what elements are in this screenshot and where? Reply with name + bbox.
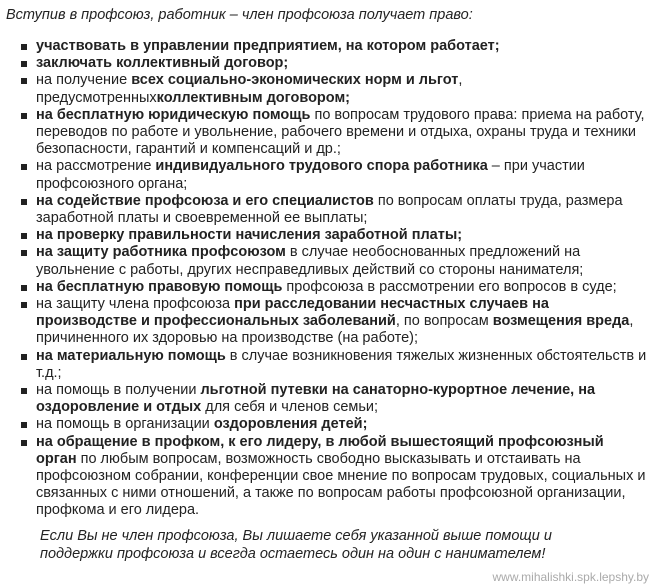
item-bold-text: оздоровления детей; bbox=[213, 416, 368, 433]
item-bold-text: участвовать в управлении предприятием, на котором работает; bbox=[36, 38, 500, 54]
item-bold-text: льготной путевки на санаторно-курортное лечение, на оздоровление и отдых bbox=[36, 382, 596, 416]
rights-list-item bbox=[18, 55, 648, 72]
intro-text: Вступив в профсоюз, работник – член профсоюза получает право: bbox=[6, 7, 473, 23]
rights-list-item bbox=[18, 72, 648, 106]
item-bold-text: индивидуального трудового спора работника bbox=[155, 158, 488, 175]
item-text: – при участии профсоюзного органа; bbox=[36, 158, 585, 192]
rights-list-item bbox=[18, 382, 648, 416]
item-text: для себя и членов семьи; bbox=[201, 399, 379, 416]
rights-list-item bbox=[18, 348, 648, 382]
item-text: , предусмотренных bbox=[36, 72, 463, 106]
rights-list-item bbox=[18, 244, 648, 278]
item-text: профсоюза в рассмотрении его вопросов в суде; bbox=[282, 278, 617, 295]
item-text: по вопросам оплаты труда, размера заработной платы и своевременной ее выплаты; bbox=[36, 192, 623, 227]
item-text: на помощь в получении bbox=[36, 382, 201, 399]
rights-list-item bbox=[18, 107, 648, 159]
item-bold-text: на бесплатную юридическую помощь bbox=[36, 106, 311, 123]
rights-list-item bbox=[18, 279, 648, 296]
item-text: на помощь в организации bbox=[36, 416, 214, 433]
rights-list-item bbox=[18, 38, 648, 55]
rights-list-item bbox=[18, 296, 648, 348]
rights-list-item bbox=[18, 193, 648, 227]
item-bold-text: на содействие профсоюза и его специалистов bbox=[36, 192, 374, 209]
item-bold-text: на бесплатную правовую помощь bbox=[36, 278, 283, 295]
closing-note: Если Вы не член профсоюза, Вы лишаете себя указанной выше помощи и поддержки профсоюза и всегда остаетесь один на один с нанимателем! bbox=[40, 528, 552, 562]
item-bold-text: на защиту работника профсоюзом bbox=[36, 244, 286, 261]
item-bold-text: возмещения вреда bbox=[492, 313, 630, 330]
item-bold-text: на проверку правильности начисления заработной платы; bbox=[36, 227, 463, 244]
item-bold-text: на материальную помощь bbox=[36, 347, 226, 364]
rights-list-item bbox=[18, 158, 648, 192]
rights-list bbox=[18, 38, 648, 520]
item-text: по вопросам трудового права: приема на работу, переводов по работе и увольнение, рабочего времени и отдыха, охраны труда и техники безопасности, гарантий и компенсаций и др.; bbox=[36, 106, 645, 158]
item-text: на рассмотрение bbox=[36, 158, 156, 175]
item-bold-text: при расследовании несчастных случаев на производстве и профессиональных заболеваний bbox=[36, 296, 549, 330]
item-bold-text: коллективным договором; bbox=[156, 89, 351, 106]
item-text: в случае возникновения тяжелых жизненных обстоятельств и т.д.; bbox=[36, 347, 647, 381]
item-bold-text: на обращение в профком, к его лидеру, в любой вышестоящий профсоюзный орган bbox=[36, 433, 604, 467]
item-bold-text: всех социально-экономических норм и льгот bbox=[131, 72, 459, 89]
site-watermark: www.mihalishki.spk.lepshy.by bbox=[492, 570, 649, 584]
item-text: на защиту члена профсоюза bbox=[36, 296, 235, 313]
rights-list-item bbox=[18, 434, 648, 520]
item-text: , по вопросам bbox=[395, 313, 493, 330]
item-text: на получение bbox=[36, 72, 132, 89]
item-text: , причиненного их здоровью на производстве (на работе); bbox=[36, 313, 634, 347]
item-bold-text: заключать коллективный договор; bbox=[36, 55, 289, 72]
item-text: по любым вопросам, возможность свободно высказывать и отстаивать на профсоюзном собрании, конференции свое мнение по вопросам трудовых, социальных и связанных с ними отношений, а также по вопросам работы профсоюзной организации, профкома и его лидера. bbox=[36, 450, 646, 519]
item-text: в случае необоснованных предложений на увольнение с работы, других несправедливых действий со стороны нанимателя; bbox=[36, 244, 584, 278]
rights-list-item bbox=[18, 227, 648, 244]
rights-list-item bbox=[18, 416, 648, 433]
